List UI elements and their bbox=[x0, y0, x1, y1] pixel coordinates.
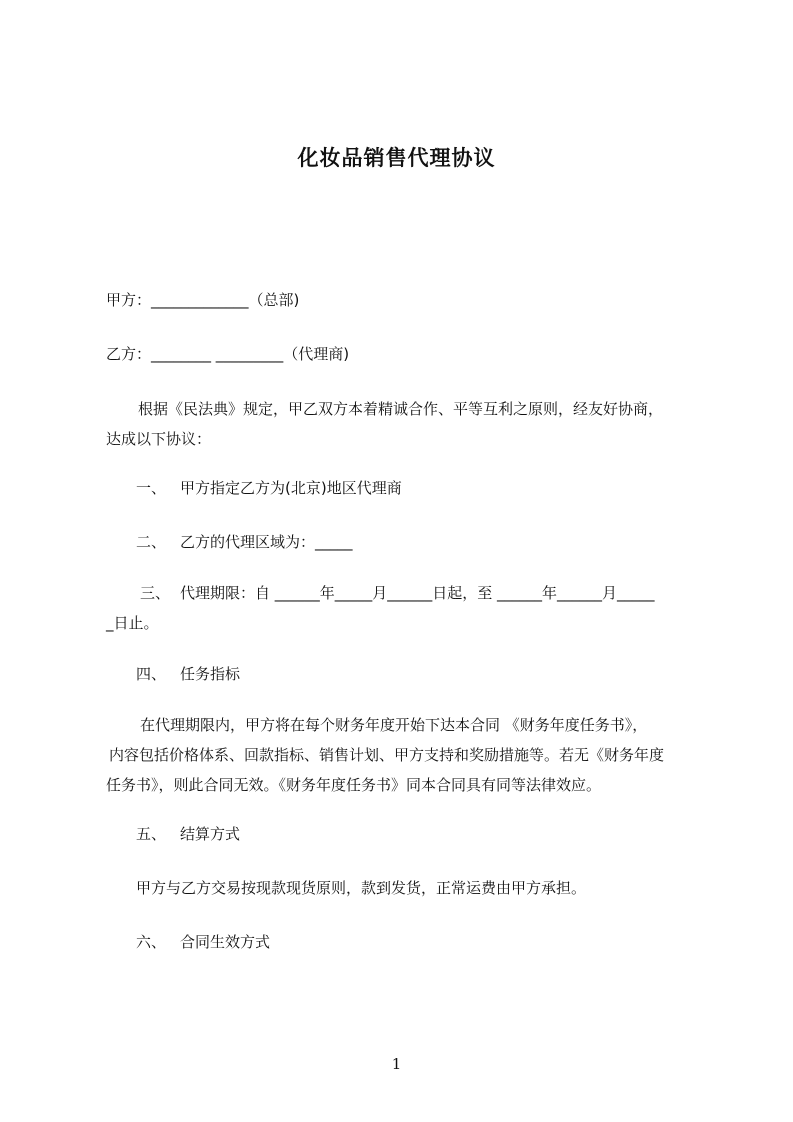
party-a-line: 甲方：_____________（总部) bbox=[106, 291, 300, 309]
page-number: 1 bbox=[391, 1055, 402, 1073]
clause-5-heading-text: 结算方式 bbox=[180, 825, 241, 843]
clause-6-heading-text: 合同生效方式 bbox=[180, 933, 271, 951]
clause-3-line-2: _日止。 bbox=[106, 614, 159, 632]
clause-6-number: 六、 bbox=[136, 933, 167, 951]
clause-1-number: 一、 bbox=[136, 479, 167, 497]
preamble-line-2: 达成以下协议： bbox=[106, 430, 212, 448]
clause-4-number: 四、 bbox=[136, 665, 167, 683]
clause-3-text: 代理期限：自 ______年_____月______日起，至 ______年______月_____ bbox=[180, 584, 655, 602]
clause-2-number: 二、 bbox=[136, 533, 167, 551]
clause-5-heading bbox=[106, 822, 736, 846]
preamble-paragraph bbox=[106, 394, 706, 454]
clause-4-heading bbox=[106, 662, 736, 686]
clause-3-number: 三、 bbox=[140, 584, 171, 602]
document-title: 化妆品销售代理协议 bbox=[297, 146, 496, 170]
clause-2 bbox=[106, 530, 736, 554]
clause-1-text: 甲方指定乙方为(北京)地区代理商 bbox=[180, 479, 402, 497]
clause-3-line-1 bbox=[106, 578, 706, 608]
clause-4-heading-text: 任务指标 bbox=[180, 665, 241, 683]
clause-4-line-2: 内容包括价格体系、回款指标、销售计划、甲方支持和奖励措施等。若无《财务年度 bbox=[109, 746, 665, 764]
clause-4-line-1: 在代理期限内，甲方将在每个财务年度开始下达本合同 《财务年度任务书》， bbox=[140, 716, 648, 734]
party-b-line: 乙方：________ _________（代理商) bbox=[106, 345, 350, 363]
clause-5-number: 五、 bbox=[136, 825, 167, 843]
clause-5-body: 甲方与乙方交易按现款现货原则，款到发货，正常运费由甲方承担。 bbox=[136, 879, 587, 897]
clause-4-line-3: 任务书》，则此合同无效。《财务年度任务书》同本合同具有同等法律效应。 bbox=[106, 776, 602, 794]
clause-4-body bbox=[106, 710, 706, 800]
preamble-line-1: 根据《民法典》规定，甲乙双方本着精诚合作、平等互利之原则，经友好协商， bbox=[138, 400, 664, 418]
clause-3 bbox=[106, 578, 706, 638]
clause-2-text: 乙方的代理区域为：_____ bbox=[180, 533, 353, 551]
clause-6-heading bbox=[106, 930, 736, 954]
clause-1 bbox=[106, 476, 736, 500]
